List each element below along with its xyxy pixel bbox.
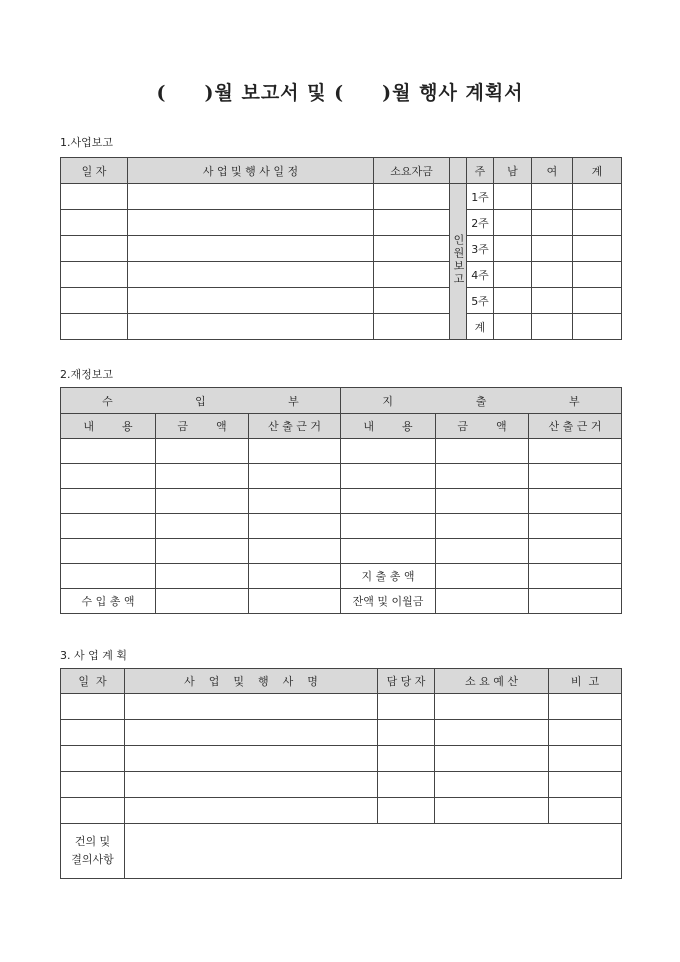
business-report-table [60, 157, 622, 340]
cell[interactable] [374, 262, 450, 288]
cell[interactable] [61, 262, 128, 288]
expense-amount-header: 금 액 [436, 414, 529, 439]
cell[interactable] [61, 720, 125, 746]
cell[interactable] [249, 464, 341, 489]
cell[interactable] [156, 439, 249, 464]
expense-basis-header: 산 출 근 거 [529, 414, 622, 439]
header-week: 주 [467, 158, 494, 184]
cell[interactable] [494, 262, 532, 288]
week-label: 4주 [467, 262, 494, 288]
cell[interactable] [529, 439, 622, 464]
cell[interactable] [494, 236, 532, 262]
cell[interactable] [573, 314, 622, 340]
cell[interactable] [532, 262, 573, 288]
cell[interactable] [61, 314, 128, 340]
cell[interactable] [128, 184, 374, 210]
cell[interactable] [573, 184, 622, 210]
week-label: 2주 [467, 210, 494, 236]
week-total-label: 계 [467, 314, 494, 340]
header-female: 여 [532, 158, 573, 184]
cell[interactable] [549, 746, 622, 772]
cell[interactable] [61, 184, 128, 210]
cell[interactable] [61, 288, 128, 314]
cell[interactable] [61, 694, 125, 720]
cell[interactable] [573, 210, 622, 236]
remarks-field[interactable] [125, 824, 622, 879]
cell[interactable] [61, 746, 125, 772]
week-label: 1주 [467, 184, 494, 210]
cell[interactable] [61, 464, 156, 489]
plan-header-note: 비 고 [549, 669, 622, 694]
cell[interactable] [125, 798, 378, 824]
cell[interactable] [494, 288, 532, 314]
remarks-label [61, 824, 125, 879]
cell[interactable] [494, 210, 532, 236]
remarks-label-line2: 결의사항 [71, 853, 114, 866]
expense-section-header [341, 388, 622, 414]
plan-header-date: 일 자 [61, 669, 125, 694]
cell[interactable] [529, 514, 622, 539]
income-content-header: 내 용 [61, 414, 156, 439]
income-amount-header: 금 액 [156, 414, 249, 439]
cell[interactable] [374, 314, 450, 340]
cell[interactable] [125, 746, 378, 772]
cell[interactable] [61, 439, 156, 464]
cell[interactable] [436, 539, 529, 564]
income-header-char: 입 [195, 394, 206, 408]
cell[interactable] [529, 489, 622, 514]
cell[interactable] [436, 464, 529, 489]
cell[interactable] [128, 210, 374, 236]
section2-label: 2.재정보고 [60, 368, 113, 381]
header-date: 일 자 [61, 158, 128, 184]
cell[interactable] [125, 772, 378, 798]
cell[interactable] [435, 798, 549, 824]
cell[interactable] [61, 564, 156, 589]
cell[interactable] [341, 539, 436, 564]
section3-label: 3. 사 업 계 획 [60, 649, 127, 662]
cell[interactable] [128, 236, 374, 262]
cell[interactable] [61, 236, 128, 262]
cell[interactable] [573, 236, 622, 262]
cell[interactable] [529, 464, 622, 489]
cell[interactable] [529, 589, 622, 614]
section1-label: 1.사업보고 [60, 136, 113, 149]
cell[interactable] [374, 288, 450, 314]
cell[interactable] [341, 514, 436, 539]
page-title: ( )월 보고서 및 ( )월 행사 계획서 [156, 82, 524, 104]
plan-header-name: 사 업 및 행 사 명 [125, 669, 378, 694]
cell[interactable] [532, 236, 573, 262]
cell[interactable] [374, 236, 450, 262]
income-section-header [61, 388, 341, 414]
cell[interactable] [61, 514, 156, 539]
cell[interactable] [128, 314, 374, 340]
cell[interactable] [435, 772, 549, 798]
cell[interactable] [156, 464, 249, 489]
cell[interactable] [61, 539, 156, 564]
cell[interactable] [128, 262, 374, 288]
cell[interactable] [378, 694, 435, 720]
cell[interactable] [156, 514, 249, 539]
cell[interactable] [549, 720, 622, 746]
cell[interactable] [378, 772, 435, 798]
cell[interactable] [341, 464, 436, 489]
cell[interactable] [374, 184, 450, 210]
business-plan-table [60, 668, 622, 879]
cell[interactable] [378, 720, 435, 746]
cell[interactable] [249, 589, 341, 614]
header-schedule: 사 업 및 행 사 일 정 [128, 158, 374, 184]
header-funds: 소요자금 [374, 158, 450, 184]
cell[interactable] [494, 314, 532, 340]
cell[interactable] [549, 694, 622, 720]
cell[interactable] [378, 798, 435, 824]
cell[interactable] [436, 439, 529, 464]
cell[interactable] [435, 694, 549, 720]
balance-label: 잔액 및 이월금 [341, 589, 436, 614]
expense-header-char: 부 [569, 394, 580, 408]
headcount-report-label: 인원보고 [450, 184, 467, 340]
remarks-label-line1: 건의 및 [74, 835, 111, 848]
cell[interactable] [532, 314, 573, 340]
cell[interactable] [374, 210, 450, 236]
plan-header-manager: 담 당 자 [378, 669, 435, 694]
cell[interactable] [249, 439, 341, 464]
cell[interactable] [61, 210, 128, 236]
cell[interactable] [436, 514, 529, 539]
cell[interactable] [436, 564, 529, 589]
cell[interactable] [156, 589, 249, 614]
cell[interactable] [529, 564, 622, 589]
cell[interactable] [249, 564, 341, 589]
finance-report-table [60, 387, 622, 614]
expense-content-header: 내 용 [341, 414, 436, 439]
cell[interactable] [436, 489, 529, 514]
expense-header-char: 지 [382, 394, 393, 408]
income-total-label: 수 입 총 액 [61, 589, 156, 614]
income-header-char: 부 [288, 394, 299, 408]
plan-header-budget: 소 요 예 산 [435, 669, 549, 694]
header-blank [450, 158, 467, 184]
cell[interactable] [435, 720, 549, 746]
cell[interactable] [573, 288, 622, 314]
cell[interactable] [435, 746, 549, 772]
cell[interactable] [128, 288, 374, 314]
cell[interactable] [573, 262, 622, 288]
income-header-char: 수 [102, 394, 113, 408]
cell[interactable] [61, 798, 125, 824]
expense-header-char: 출 [475, 394, 487, 408]
cell[interactable] [341, 439, 436, 464]
header-total: 계 [573, 158, 622, 184]
cell[interactable] [532, 288, 573, 314]
cell[interactable] [532, 184, 573, 210]
expense-total-label: 지 출 총 액 [341, 564, 436, 589]
cell[interactable] [249, 514, 341, 539]
cell[interactable] [156, 564, 249, 589]
cell[interactable] [378, 746, 435, 772]
cell[interactable] [549, 798, 622, 824]
cell[interactable] [249, 489, 341, 514]
week-label: 3주 [467, 236, 494, 262]
header-male: 남 [494, 158, 532, 184]
cell[interactable] [436, 589, 529, 614]
cell[interactable] [494, 184, 532, 210]
cell[interactable] [156, 489, 249, 514]
cell[interactable] [61, 772, 125, 798]
week-label: 5주 [467, 288, 494, 314]
cell[interactable] [125, 694, 378, 720]
income-basis-header: 산 출 근 거 [249, 414, 341, 439]
cell[interactable] [156, 539, 249, 564]
cell[interactable] [529, 539, 622, 564]
cell[interactable] [549, 772, 622, 798]
cell[interactable] [61, 489, 156, 514]
cell[interactable] [532, 210, 573, 236]
cell[interactable] [125, 720, 378, 746]
cell[interactable] [341, 489, 436, 514]
cell[interactable] [249, 539, 341, 564]
